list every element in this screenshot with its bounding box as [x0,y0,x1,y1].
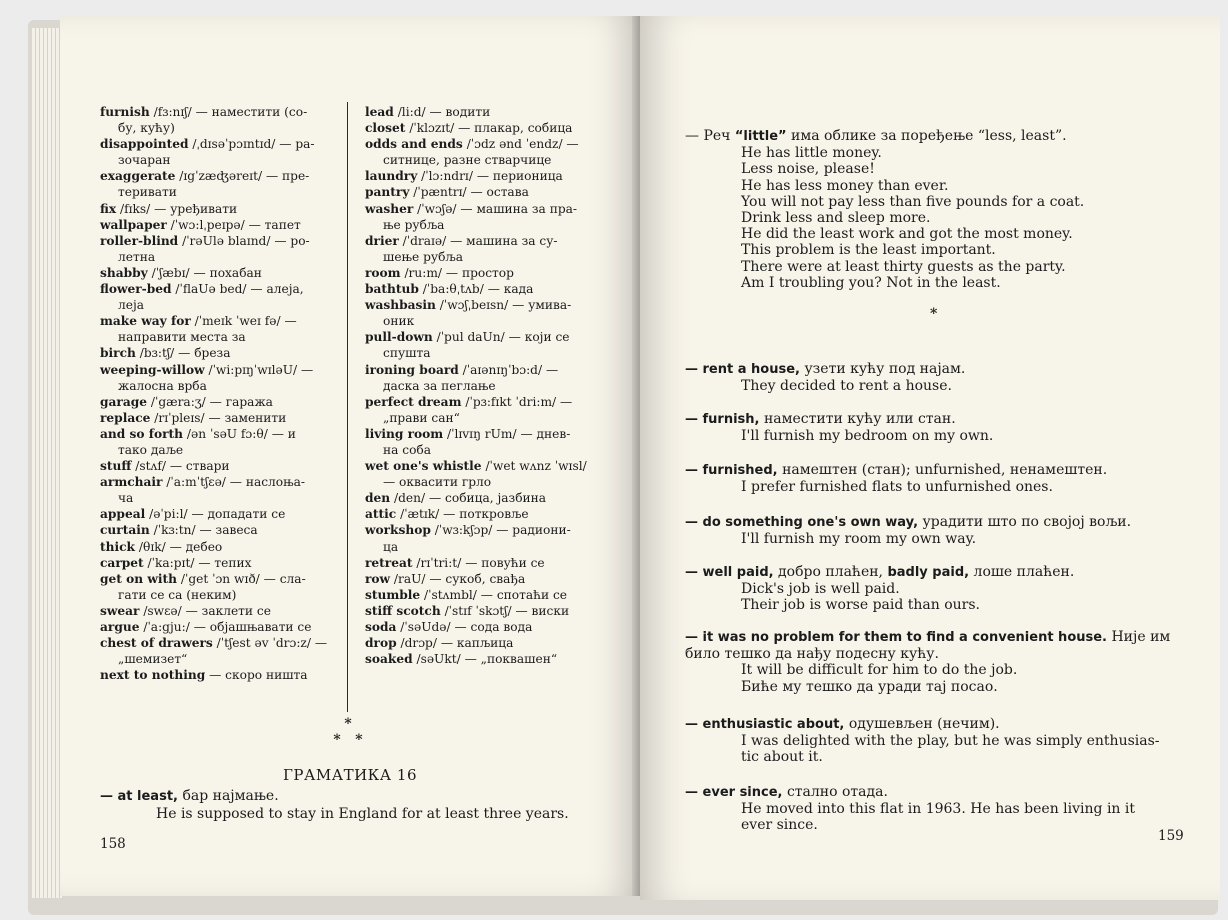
vocab-definition: — наслоња- [229,475,306,490]
vocab-entry [100,474,328,490]
vocab-definition: — плакар, собица [458,121,573,136]
vocab-ipa: /ˈdraɪə/ [402,233,447,248]
phrase-example: I'll furnish my bedroom on my own. [741,428,994,445]
vocab-ipa: /bɜ:tʃ/ [139,346,175,361]
example-sentence: Less noise, please! [741,161,875,178]
vocab-definition-continued: леја [118,298,144,313]
vocab-definition: — завеса [199,523,258,538]
vocab-ipa: /ru:m/ [404,265,443,280]
vocab-definition: — пре- [265,169,310,184]
vocab-entry [100,313,328,329]
vocab-ipa: /ən ˈsəU fɔ:θ/ [186,426,268,441]
vocab-ipa: /ˈba:θˌtʌb/ [422,282,484,297]
vocab-definition: — ра- [279,137,315,152]
vocab-definition: — собица, јазбина [428,491,547,506]
vocab-word: weeping-willow [100,362,205,377]
vocab-word: fix [100,201,117,216]
vocab-definition: — [560,394,573,409]
vocab-word: replace [100,410,151,425]
vocab-ipa: /ˈtʃest əv ˈdrɔ:z/ [216,636,311,651]
vocab-definition-continued: даска за пеглање [383,378,496,393]
phrase-line [685,462,1190,479]
vocab-ipa: /ˈwɔʃə/ [417,201,457,216]
phrase-example: Dick's job is well paid. [741,581,900,598]
vocab-entry [365,555,601,571]
page-number-right: 159 [1158,828,1184,844]
vocab-definition-continued: зочаран [118,153,171,168]
vocab-definition: — ро- [274,233,310,248]
vocab-definition: — [545,362,559,377]
vocab-ipa: /den/ [394,491,426,506]
vocab-definition: — ствари [169,459,230,474]
vocab-definition-continued: тако даље [118,442,184,457]
phrase-term: — it was no problem for them to find a convenient house. [685,630,1107,645]
vocab-word: row [365,571,391,586]
vocab-definition-continued: спушта [383,346,431,361]
vocab-entry [100,136,328,152]
example-sentence: Am I troubling you? Not in the least. [741,274,1001,291]
vocab-definition-continued: „шемизет“ [118,652,188,667]
vocab-word: closet [365,121,406,136]
vocab-entry [365,506,601,522]
vocab-ipa: /ˈkɜ:tn/ [153,523,196,538]
vocab-ipa: /ˈpul daUn/ [436,330,505,345]
vocab-word: thick [100,539,135,554]
vocab-word: argue [100,620,140,634]
vocab-definition-continued: направити места за [118,330,246,345]
vocab-ipa: /li:d/ [397,105,426,119]
vocab-entry [365,458,601,474]
left-page [60,16,640,896]
vocab-word: get on with [100,571,177,586]
vocab-word: stuff [100,459,132,474]
vocab-definition: — сода вода [454,620,533,634]
phrase-example: Their job is worse paid than ours. [741,597,981,614]
vocab-entry [100,362,328,378]
phrase-example: I'll furnish my room my own way. [741,531,977,548]
vocab-ipa: /ˈwet wʌnz ˈwɪsl/ [485,459,587,474]
vocab-ipa: /fɜ:nɪʃ/ [153,105,192,119]
vocab-definition-continued: шење рубља [383,249,463,264]
vocab-definition: — објашњавати се [193,620,312,634]
vocab-word: retreat [365,555,413,570]
vocab-ipa: /ˈgæra:ʒ/ [150,394,206,409]
vocab-word: drier [365,233,399,248]
vocab-definition: — тепих [198,555,252,570]
vocab-definition: — [314,636,328,651]
vocab-word: stumble [365,587,421,602]
vocab-definition: — повући се [465,555,545,570]
phrase-term: — rent a house, [685,362,800,377]
phrase-term: — ever since, [685,785,783,800]
vocab-entry [100,555,328,571]
vocab-definition: — машина за пра- [460,201,578,216]
phrase-entry [685,361,1190,394]
vocab-definition: — сла- [263,571,306,586]
vocab-word: curtain [100,523,150,538]
vocab-definition: — бреза [178,346,231,361]
vocab-definition: — поткровље [443,507,529,522]
intro-line [685,128,1190,145]
vocab-ipa: /ˈætɪk/ [400,507,440,522]
vocab-entry [365,136,601,152]
vocab-word: room [365,265,401,280]
vocab-definition: — који се [508,330,570,345]
vocab-definition-continued: летна [118,249,156,264]
vocab-entry [365,635,601,651]
vocab-definition: — днев- [520,426,571,441]
vocab-entry [100,168,328,184]
vocab-entry [365,104,601,120]
vocab-entry [100,522,328,538]
vocab-entry [365,297,601,313]
vocab-ipa: /əˈpi:l/ [149,507,188,522]
vocab-word: garage [100,394,148,409]
vocab-entry [365,619,601,635]
phrase-term-2: badly paid, [887,565,970,580]
vocab-definition: — простор [445,265,514,280]
phrase-entry [685,564,1190,614]
vocab-entry [365,281,601,297]
phrase-definition: Није им било тешко да нађу подесну кућу. [685,629,1171,663]
vocab-ipa: /ˈstɪf ˈskɔtʃ/ [444,603,512,618]
vocab-entry [100,281,328,297]
phrase-line [685,564,1190,581]
vocab-word: perfect dream [365,394,462,409]
vocab-word: birch [100,346,136,361]
vocab-word: and so forth [100,426,184,441]
vocab-ipa: /səUkt/ [416,652,461,667]
vocab-ipa: /ˈflaUə bed/ [175,282,247,297]
phrase-definition: добро плаћен, [778,564,884,580]
vocab-entry [365,426,601,442]
example-sentence: This problem is the least important. [741,242,996,259]
vocab-definition: — спотаћи се [480,587,568,602]
vocab-entry [365,571,601,587]
vocab-ipa: /ˈlɔ:ndrɪ/ [421,169,473,184]
vocab-ipa: /ˈget ˈɔn wɪð/ [180,571,260,586]
phrase-example: I prefer furnished flats to unfurnished ones. [741,479,1053,496]
vocab-ipa: /ˈsəUdə/ [400,620,451,634]
phrase-definition: наместити кућу или стан. [763,411,956,427]
vocab-definition: — тапет [248,217,301,232]
example-sentence: He has little money. [741,145,882,162]
phrase-term: — well paid, [685,565,774,580]
phrase-definition: намештен (стан); unfurnished, ненамештен. [782,462,1108,478]
vocab-ipa: /ˈwi:pɪŋˈwɪləU/ [208,362,298,377]
example-sentence: You will not pay less than five pounds for a coat. [741,193,1085,210]
vocab-ipa: /ˈrəUlə blaɪnd/ [182,233,271,248]
vocab-definition: — [300,362,314,377]
vocab-entry [100,571,328,587]
vocab-definition: — сукоб, свађа [429,571,526,586]
vocab-word: appeal [100,507,146,522]
vocab-definition: — дебео [169,539,223,554]
phrase-term: — enthusiastic about, [685,717,845,732]
vocab-ipa: /ˈmeɪk ˈweɪ fə/ [194,314,281,329]
vocab-definition: — остава [470,185,529,200]
vocab-word: flower-bed [100,282,172,297]
vocab-definition-continued: гати се са (неким) [118,587,237,602]
vocab-ipa: /ˈʃæbɪ/ [151,265,190,280]
phrase-entry [685,514,1190,547]
vocab-definition: — и [271,426,296,441]
grammar-term-line [100,788,279,804]
vocab-entry [365,233,601,249]
vocab-word: living room [365,426,444,441]
page-edges [32,28,62,898]
vocabulary-column-1 [100,104,328,683]
vocab-definition: — када [487,282,534,297]
phrase-term: — furnish, [685,412,760,427]
vocab-entry [365,603,601,619]
phrase-definition: узети кућу под најам. [804,361,966,377]
vocab-definition-continued: теривати [118,185,177,200]
vocab-entry [365,394,601,410]
vocab-definition: — уређивати [154,201,238,216]
phrase-example: It will be difficult for him to do the job. [741,662,1018,679]
vocab-ipa: /raU/ [393,571,426,586]
vocab-word: chest of drawers [100,636,213,651]
vocab-ipa: /swεə/ [143,603,182,618]
vocab-word: shabby [100,265,148,280]
vocab-entry [100,539,328,555]
vocab-ipa: /rɪˈtri:t/ [416,555,462,570]
vocab-definition: — [284,314,297,329]
vocab-word: next to nothing [100,668,206,683]
vocab-entry [365,120,601,136]
vocab-ipa: /drɔp/ [400,636,437,651]
vocab-ipa: /ˈwɔʃˌbeɪsn/ [439,298,509,313]
grammar-term: — at least, [100,789,178,804]
right-page [640,16,1220,900]
vocab-entry [100,217,328,233]
phrase-example: He moved into this flat in 1963. He has been living in it [741,801,1136,818]
vocab-word: carpet [100,555,144,570]
vocab-ipa: /ˈwɜ:kʃɔp/ [434,523,493,538]
phrase-line [685,411,1190,428]
vocab-definition-continued: на соба [383,442,432,457]
vocab-entry [365,490,601,506]
vocab-ipa: /ˌdɪsəˈpɔɪntɪd/ [192,137,276,152]
vocab-definition: — машина за су- [450,233,558,248]
phrase-entry [685,411,1190,444]
section-star: * [930,306,938,322]
vocab-word: disappointed [100,137,189,152]
vocab-ipa: /ˈlɪvɪŋ rUm/ [447,426,517,441]
vocab-entry [100,635,328,651]
phrase-line [685,629,1190,662]
vocab-entry [365,329,601,345]
vocab-word: roller-blind [100,233,179,248]
phrase-entry [685,462,1190,495]
vocab-ipa: /ˈaɪənɪŋˈbɔ:d/ [462,362,543,377]
vocab-definition: — гаража [209,394,273,409]
section-stars [308,716,388,748]
phrase-definition-2: лоше плаћен. [973,564,1075,580]
vocab-ipa: /ˈwɔ:lˌpeɪpə/ [170,217,245,232]
vocab-word: laundry [365,169,418,184]
vocab-entry [365,362,601,378]
intro-block [685,128,1190,291]
phrase-line [685,716,1190,733]
vocab-ipa: /ˈɔdz ənd ˈendz/ [466,137,563,152]
vocab-definition-continued: „прави сан“ [383,410,460,425]
example-sentence: He has less money than ever. [741,177,949,194]
vocab-word: furnish [100,105,150,119]
vocab-word: attic [365,507,397,522]
vocab-word: ironing board [365,362,459,377]
phrase-example: I was delighted with the play, but he was simply enthusias- [741,733,1160,750]
grammar-heading: ГРАМАТИКА 16 [282,766,417,784]
example-sentence: He did the least work and got the most money. [741,226,1073,243]
vocab-word: bathtub [365,282,419,297]
vocab-entry [100,201,328,217]
vocab-definition: — заменити [208,410,287,425]
page-number-left: 158 [100,836,126,852]
vocab-word: make way for [100,314,191,329]
vocab-definition-continued: бу, кућу) [118,121,175,136]
star-top: * [344,716,352,732]
vocab-definition: — наместити (со- [195,105,308,119]
vocab-word: pull-down [365,330,433,345]
phrase-definition: стално отада. [786,784,888,800]
vocab-entry [100,233,328,249]
vocab-definition-continued: — оквасити грло [383,475,492,490]
phrase-example: They decided to rent a house. [741,378,952,395]
vocab-word: drop [365,636,397,651]
phrase-example: Биће му тешко да уради тај посао. [741,678,998,695]
vocab-ipa: /ˈstʌmbl/ [424,587,477,602]
vocab-word: pantry [365,185,410,200]
vocabulary-column-2 [365,104,601,667]
vocab-word: swear [100,603,140,618]
vocab-word: stiff scotch [365,603,441,618]
vocab-definition: — заклети се [185,603,271,618]
vocab-definition-continued: жалосна врба [118,378,207,393]
phrase-example: ever since. [741,817,818,834]
vocab-entry [365,168,601,184]
vocab-definition-continued: ча [118,491,134,506]
vocab-word: odds and ends [365,137,463,152]
vocab-definition-continued: оник [383,314,415,329]
vocab-definition: — [566,137,579,152]
vocab-entry [100,458,328,474]
vocab-ipa: /stʌf/ [135,459,166,474]
vocab-ipa: /ˈa:gju:/ [143,620,190,634]
vocab-ipa: /rɪˈpleɪs/ [154,410,205,425]
vocab-ipa: /ˈpæntrɪ/ [413,185,467,200]
vocab-word: washer [365,201,414,216]
vocab-definition: — „поквашен“ [464,652,558,667]
vocab-definition: — капљица [440,636,514,651]
vocab-ipa: /ˈka:pɪt/ [147,555,195,570]
column-divider [347,102,348,712]
vocab-ipa: /fɪks/ [120,201,151,216]
vocab-word: den [365,491,391,506]
vocab-entry [100,265,328,281]
vocab-entry [100,394,328,410]
vocab-entry [365,587,601,603]
vocab-definition: — виски [515,603,570,618]
vocab-entry [100,506,328,522]
intro-word: “little” [734,129,787,144]
vocab-definition-continued: ца [383,539,399,554]
example-sentence: There were at least thirty guests as the party. [741,258,1066,275]
vocab-definition: — допадати се [191,507,286,522]
vocab-definition: — радиони- [496,523,571,538]
vocab-word: workshop [365,523,431,538]
phrase-entry [685,784,1190,834]
vocab-entry [365,522,601,538]
vocab-word: lead [365,105,394,119]
vocab-definition: — водити [429,105,491,119]
vocab-entry [365,265,601,281]
vocab-word: wet one's whistle [365,459,482,474]
vocab-word: armchair [100,475,163,490]
vocab-entry [100,619,328,635]
phrase-line [685,514,1190,531]
vocab-word: exaggerate [100,169,176,184]
phrase-entry [685,629,1190,695]
vocab-definition: — перионица [476,169,563,184]
phrase-term: — do something one's own way, [685,515,919,530]
vocab-ipa: /ɪgˈzæʤəreɪt/ [179,169,263,184]
phrase-entry [685,716,1190,766]
phrase-term: — furnished, [685,463,778,478]
intro-examples [685,145,1190,291]
vocab-definition: — умива- [512,298,572,313]
intro-rest: има облике за поређење “less, least”. [791,128,1067,144]
vocab-word: washbasin [365,298,436,313]
intro-prefix: — Реч [685,128,731,144]
vocab-word: soda [365,620,397,634]
phrase-line [685,784,1190,801]
vocab-entry [100,104,328,120]
vocab-definition-continued: ситнице, разне стварчице [383,153,552,168]
vocab-entry [100,410,328,426]
vocab-entry [100,426,328,442]
example-sentence: Drink less and sleep more. [741,210,931,227]
vocab-definition-continued: ње рубља [383,217,445,232]
phrase-definition: одушевљен (нечим). [848,716,1000,732]
vocab-definition: — скоро ништа [209,668,308,683]
vocab-definition: — алеја, [250,282,304,297]
phrase-definition: урадити што по својој вољи. [922,514,1132,530]
vocab-ipa: /ˈa:mˈtʃεə/ [166,475,226,490]
vocab-entry [365,201,601,217]
vocab-ipa: /ˈklɔzɪt/ [409,121,455,136]
star-row: * * [333,732,363,748]
vocab-entry [100,345,328,361]
vocab-entry [100,667,328,683]
vocab-ipa: /θɪk/ [138,539,166,554]
phrase-example: tic about it. [741,749,823,766]
vocab-entry [100,603,328,619]
vocab-word: soaked [365,652,413,667]
phrase-line [685,361,1190,378]
vocab-ipa: /ˈpɜ:fɪkt ˈdri:m/ [465,394,557,409]
vocab-word: wallpaper [100,217,167,232]
vocab-entry [365,184,601,200]
vocab-entry [365,651,601,667]
grammar-term-definition: бар најмање. [182,788,279,804]
vocab-definition: — похабан [193,265,262,280]
grammar-example: He is supposed to stay in England for at least three years. [156,806,569,822]
